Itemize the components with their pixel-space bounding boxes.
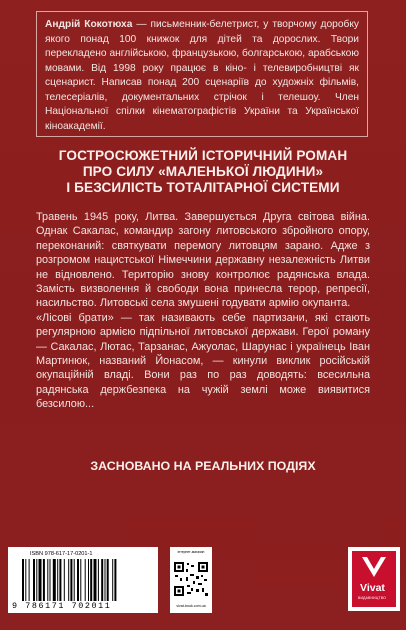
author-bio-text: — письменник-белетрист, у творчому доробку якого понад 100 книжок для дітей та дорослих. Твори перекладено англійською, французькою, болгарською, арабською мовами. Від 1998 року працює в кіно- і телевиробництві як сценарист. Написав понад 200 сценаріїв до художніх фільмів, телесеріалів, документальних стрічок і телешоу. Член Національної спілки кінематографістів України та Української кіноакадемії. (45, 19, 359, 132)
publisher-logo (348, 547, 400, 611)
headline-line-1: ГОСТРОСЮЖЕТНИЙ ІСТОРИЧНИЙ РОМАН (58, 148, 348, 163)
isbn-digits: 9 786171 702011 (12, 601, 112, 611)
headline (30, 148, 376, 196)
publisher-name: Vivat (360, 582, 385, 594)
qr-url: vivat-book.com.ua (176, 604, 206, 608)
headline-line-3: І БЕЗСИЛІСТЬ ТОТАЛІТАРНОЇ СИСТЕМИ (66, 180, 340, 195)
vivat-logo-icon (348, 547, 400, 611)
qr-label: інтернет-магазин (177, 550, 205, 554)
author-bio-box (36, 11, 368, 137)
tagline: ЗАСНОВАНО НА РЕАЛЬНИХ ПОДІЯХ (90, 459, 316, 473)
publisher-subtitle: ВИДАВНИЦТВО (358, 596, 386, 600)
author-name: Андрій Кокотюха (45, 19, 133, 30)
isbn-label: ISBN 978-617-17-0201-1 (30, 551, 93, 557)
qr-code-icon (173, 561, 209, 597)
headline-line-2: ПРО СИЛУ «МАЛЕНЬКОЇ ЛЮДИНИ» (82, 164, 324, 179)
isbn-barcode (8, 547, 158, 613)
synopsis-paragraph-1: Травень 1945 року, Литва. Завершується Друга світова війна. Однак Сакалас, командир загону литовського збройного опору, переконаний: святкувати перемогу литовцям зарано. Адже з розгромом нацистської Німеччини державну незалежність Литви не відновлено. Територію знову контролює радянська влада. Замість визволення й свободи вона принесла терор, репресії, насильство. Литовські села змушені годувати армію окупанта. (36, 211, 370, 310)
synopsis (36, 210, 370, 412)
barcode-bars (22, 559, 146, 601)
synopsis-paragraph-2: «Лісові брати» — так називають себе партизани, які стають регулярною армією підпільної литовської держави. Герої роману — Сакалас, Лютас, Тарзанас, Ажуолас, Шарунас і українець Іван Мартинюк, названий Йонасом, — кинули виклик російській окупаційній владі. Вони раз по раз доводять: всесильна радянська держбезпека на чужій землі може виявитися безсилою... (36, 311, 370, 411)
qr-code-box (170, 547, 212, 613)
